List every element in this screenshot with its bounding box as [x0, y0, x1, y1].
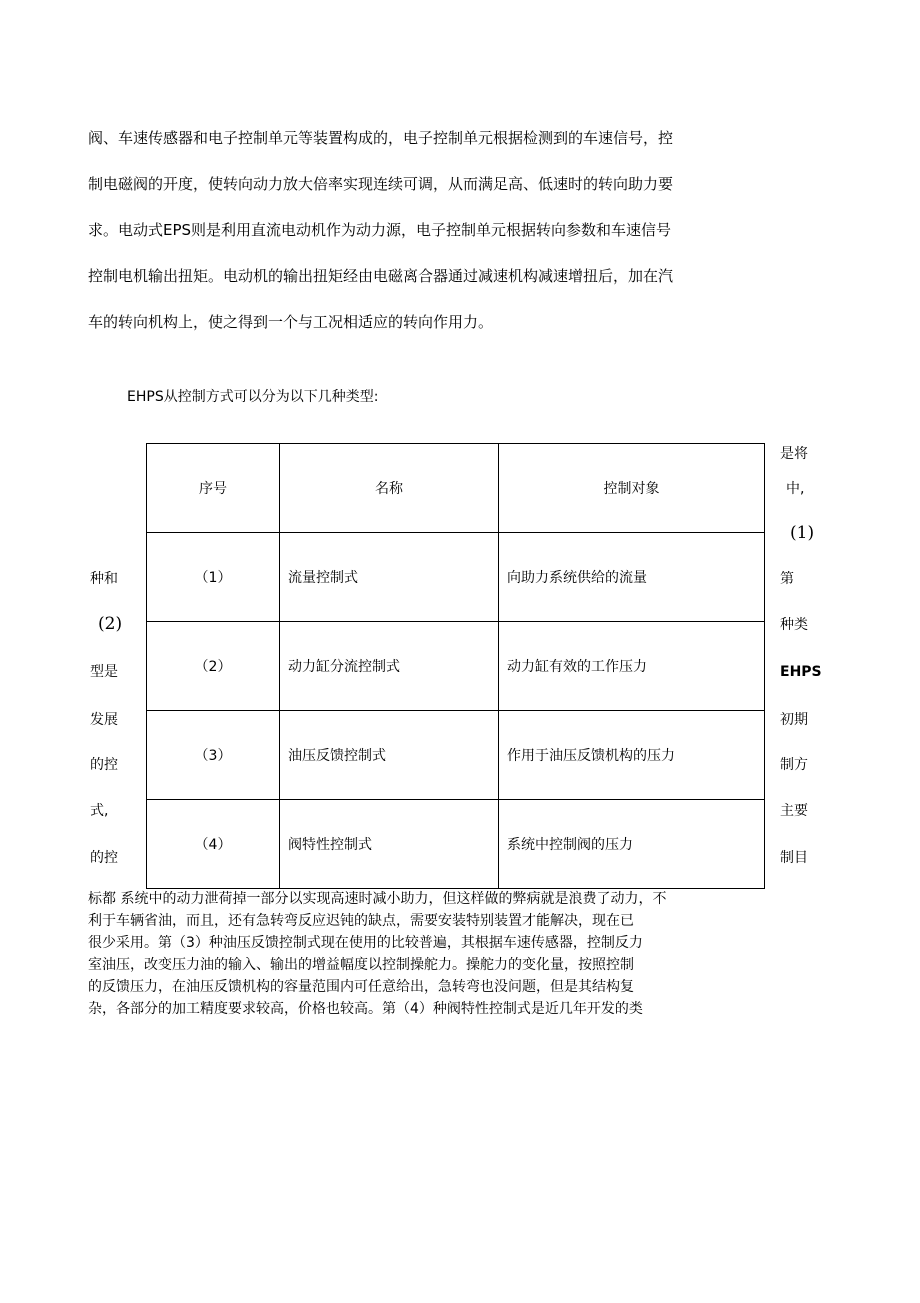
- row-name: 流量控制式: [280, 533, 499, 622]
- right-fragment: 主要: [780, 803, 808, 819]
- left-fragment: 的控: [90, 850, 118, 866]
- lower-line: 室油压，改变压力油的输入、输出的增益幅度以控制操舵力。操舵力的变化量，按照控制: [88, 957, 634, 973]
- right-fragment: EHPS: [780, 664, 822, 680]
- table-header-row: [147, 444, 765, 533]
- row-name: 阀特性控制式: [280, 800, 499, 889]
- header-target: 控制对象: [499, 444, 765, 533]
- row-name: 油压反馈控制式: [280, 711, 499, 800]
- paragraph-line: 制电磁阀的开度，使转向动力放大倍率实现连续可调，从而满足高、低速时的转向助力要: [88, 175, 674, 193]
- table-intro: EHPS从控制方式可以分为以下几种类型:: [127, 389, 379, 405]
- left-fragment: 的控: [90, 757, 118, 773]
- header-name: 名称: [280, 444, 499, 533]
- table-row: [147, 533, 765, 622]
- right-fragment: (1): [790, 523, 815, 543]
- right-fragment: 第: [780, 571, 794, 587]
- paragraph-line: 阀、车速传感器和电子控制单元等装置构成的，电子控制单元根据检测到的车速信号，控: [88, 129, 674, 147]
- control-type-table: [146, 443, 765, 889]
- row-target: 作用于油压反馈机构的压力: [499, 711, 765, 800]
- row-number: （4）: [147, 800, 280, 889]
- left-fragment: 式,: [90, 803, 109, 819]
- row-target: 向助力系统供给的流量: [499, 533, 765, 622]
- row-number: （2）: [147, 622, 280, 711]
- left-fragment: 种和: [90, 571, 118, 587]
- table-row: [147, 622, 765, 711]
- left-fragment: (2): [98, 614, 123, 634]
- right-fragment: 制方: [780, 757, 808, 773]
- lower-line: 很少采用。第（3）种油压反馈控制式现在使用的比较普遍，其根据车速传感器，控制反力: [88, 935, 643, 951]
- right-fragment: 种类: [780, 617, 808, 633]
- row-name: 动力缸分流控制式: [280, 622, 499, 711]
- right-fragment: 中,: [786, 481, 805, 497]
- header-number: 序号: [147, 444, 280, 533]
- lower-line: 杂，各部分的加工精度要求较高，价格也较高。第（4）种阀特性控制式是近几年开发的类: [88, 1001, 643, 1017]
- paragraph-line: 车的转向机构上，使之得到一个与工况相适应的转向作用力。: [88, 313, 494, 331]
- row-target: 动力缸有效的工作压力: [499, 622, 765, 711]
- lower-line: 利于车辆省油，而且，还有急转弯反应迟钝的缺点，需要安装特别装置才能解决，现在已: [88, 913, 634, 929]
- lower-line: 的反馈压力，在油压反馈机构的容量范围内可任意给出，急转弯也没问题，但是其结构复: [88, 979, 634, 995]
- lower-line: 标都 系统中的动力泄荷掉一部分以实现高速时减小助力，但这样做的弊病就是浪费了动力，不: [88, 891, 667, 907]
- row-number: （3）: [147, 711, 280, 800]
- paragraph-line: 求。电动式EPS则是利用直流电动机作为动力源，电子控制单元根据转向参数和车速信号: [88, 221, 672, 239]
- right-fragment: 是将: [780, 446, 808, 462]
- table-row: [147, 711, 765, 800]
- row-target: 系统中控制阀的压力: [499, 800, 765, 889]
- right-fragment: 制目: [780, 850, 808, 866]
- row-number: （1）: [147, 533, 280, 622]
- right-fragment: 初期: [780, 712, 808, 728]
- paragraph-line: 控制电机输出扭矩。电动机的输出扭矩经由电磁离合器通过减速机构减速增扭后，加在汽: [88, 267, 674, 285]
- left-fragment: 发展: [90, 712, 118, 728]
- table-row: [147, 800, 765, 889]
- left-fragment: 型是: [90, 664, 118, 680]
